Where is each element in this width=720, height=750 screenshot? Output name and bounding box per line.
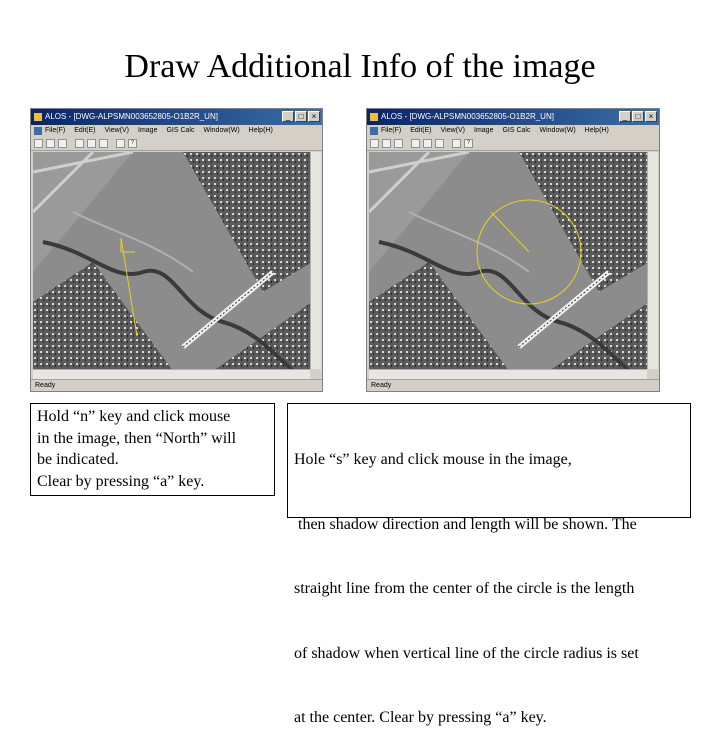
- menu-image[interactable]: Image: [474, 127, 494, 134]
- app-window-shadow: [366, 108, 660, 392]
- copy-icon[interactable]: [423, 139, 432, 148]
- caption-line: Hole “s” key and click mouse in the image,: [294, 451, 572, 468]
- satellite-image[interactable]: [369, 152, 647, 369]
- menubar: [31, 125, 322, 137]
- window-title: ALOS - [DWG-ALPSMN003652805-O1B2R_UN]: [45, 112, 218, 121]
- new-icon[interactable]: [370, 139, 379, 148]
- maximize-button[interactable]: □: [295, 111, 307, 122]
- caption-line: straight line from the center of the circle is the length: [294, 580, 635, 597]
- menu-view[interactable]: View(V): [440, 127, 466, 134]
- menu-file[interactable]: File(F): [45, 127, 66, 134]
- caption-line: Clear by pressing “a” key.: [37, 472, 205, 490]
- vertical-scrollbar[interactable]: [647, 152, 658, 369]
- cut-icon[interactable]: [411, 139, 420, 148]
- cut-icon[interactable]: [75, 139, 84, 148]
- caption-line: Hold “n” key and click mouse: [37, 408, 231, 425]
- menu-gis-calc[interactable]: GIS Calc: [502, 127, 531, 134]
- minimize-button[interactable]: _: [282, 111, 294, 122]
- maximize-button[interactable]: □: [632, 111, 644, 122]
- caption-line: of shadow when vertical line of the circle radius is set: [294, 644, 639, 662]
- paste-icon[interactable]: [99, 139, 108, 148]
- open-icon[interactable]: [382, 139, 391, 148]
- print-icon[interactable]: [116, 139, 125, 148]
- caption-line: be indicated.: [37, 451, 119, 468]
- app-icon: [34, 113, 42, 121]
- save-icon[interactable]: [58, 139, 67, 148]
- save-icon[interactable]: [394, 139, 403, 148]
- window-title: ALOS - [DWG-ALPSMN003652805-O1B2R_UN]: [381, 112, 554, 121]
- horizontal-scrollbar[interactable]: [33, 369, 310, 379]
- caption-shadow: [287, 403, 691, 726]
- menu-image[interactable]: Image: [138, 127, 158, 134]
- horizontal-scrollbar[interactable]: [369, 369, 647, 379]
- menu-edit[interactable]: Edit(E): [74, 127, 96, 134]
- slide-title: Draw Additional Info of the image: [124, 48, 596, 85]
- menu-window[interactable]: Window(W): [539, 127, 576, 134]
- menu-view[interactable]: View(V): [104, 127, 130, 134]
- caption-line: at the center. Clear by pressing “a” key.: [294, 709, 547, 726]
- close-button[interactable]: ×: [645, 111, 657, 122]
- menu-help[interactable]: Help(H): [584, 127, 609, 134]
- status-bar: Ready: [31, 379, 322, 391]
- toolbar: [367, 137, 659, 151]
- menu-window[interactable]: Window(W): [203, 127, 240, 134]
- minimize-button[interactable]: _: [619, 111, 631, 122]
- caption-north: [30, 403, 275, 496]
- help-icon[interactable]: ?: [128, 139, 137, 148]
- satellite-image[interactable]: [33, 152, 310, 369]
- vertical-scrollbar[interactable]: [310, 152, 321, 369]
- copy-icon[interactable]: [87, 139, 96, 148]
- new-icon[interactable]: [34, 139, 43, 148]
- app-window-north: [30, 108, 323, 392]
- app-icon: [370, 113, 378, 121]
- caption-line: then shadow direction and length will be shown. The: [294, 515, 637, 533]
- window-titlebar[interactable]: [31, 109, 322, 125]
- menu-help[interactable]: Help(H): [248, 127, 273, 134]
- caption-line: in the image, then “North” will: [37, 429, 237, 447]
- help-icon[interactable]: ?: [464, 139, 473, 148]
- open-icon[interactable]: [46, 139, 55, 148]
- print-icon[interactable]: [452, 139, 461, 148]
- window-titlebar[interactable]: [367, 109, 659, 125]
- menu-edit[interactable]: Edit(E): [410, 127, 432, 134]
- paste-icon[interactable]: [435, 139, 444, 148]
- document-icon: [34, 127, 42, 135]
- status-bar: Ready: [367, 379, 659, 391]
- close-button[interactable]: ×: [308, 111, 320, 122]
- menu-file[interactable]: File(F): [381, 127, 402, 134]
- menubar: [367, 125, 659, 137]
- menu-gis-calc[interactable]: GIS Calc: [166, 127, 195, 134]
- document-icon: [370, 127, 378, 135]
- toolbar: [31, 137, 322, 151]
